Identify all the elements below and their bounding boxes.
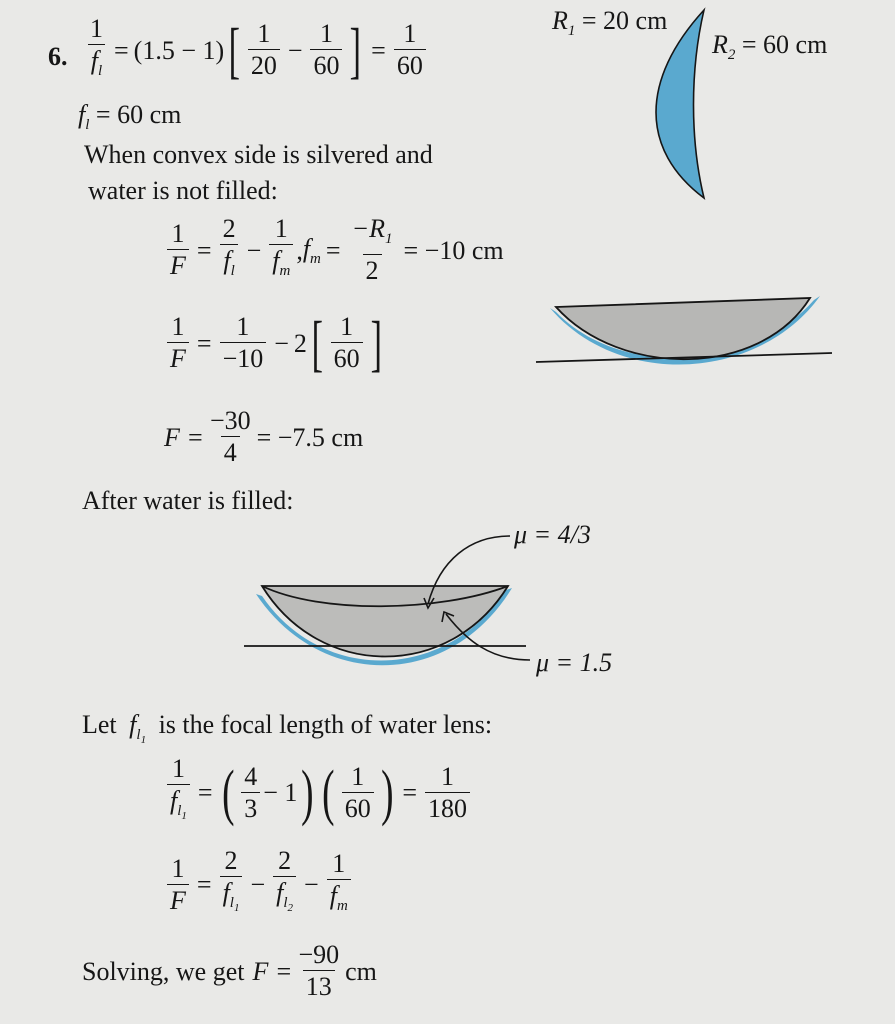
r1-label: $R_1 = 20$ cm — [552, 6, 668, 40]
water-lens-equation: $\frac{1}{f_{l_1}}$ = ( $\frac{4}{3}$ − 1 ) ( $\frac{1}{60}$ ) = $\frac{1}{180}$ — [164, 754, 473, 832]
case1-line1: When convex side is silvered and — [84, 140, 433, 169]
let-line: Let $f_{l_1}$ is the focal length of water lens: — [82, 710, 493, 747]
lens-maker-equation: $\frac{1}{f_l}$ = (1.5 − 1) [ $\frac{1}{20}$ − $\frac{1}{60}$ ] = $\frac{1}{60}$ — [84, 14, 429, 87]
focal-result-dry: F = $\frac{-30}{4}$ = −7.5 cm — [164, 406, 364, 467]
mu-glass-label: μ = 1.5 — [536, 648, 613, 677]
combined-equation: $\frac{1}{F}$ = $\frac{2}{f_{l_1}}$ − $\frac{2}{f_{l_2}}$ − $\frac{1}{f_m}$ — [164, 846, 354, 924]
mu-water-label: μ = 4/3 — [514, 520, 591, 549]
case2-heading: After water is filled: — [82, 486, 294, 515]
final-answer: Solving, we get F = $\frac{-90}{13}$ cm — [82, 940, 377, 1001]
focal-length-result: $f_l = 60$ cm — [78, 100, 182, 134]
mirror-equation: $\frac{1}{F}$ = $\frac{2}{f_l}$ − $\frac{1}{f_m}$ , $f_m$ = $\frac{-R_1}{2}$ = −10 cm — [164, 214, 509, 287]
problem-number: 6. — [48, 42, 68, 71]
r2-label: $R_2 = 60$ cm — [712, 30, 828, 64]
case1-line2: water is not filled: — [88, 176, 278, 205]
mirror-equation-substituted: $\frac{1}{F}$ = $\frac{1}{-10}$ − 2 [ $\frac{1}{60}$ ] — [164, 312, 386, 375]
